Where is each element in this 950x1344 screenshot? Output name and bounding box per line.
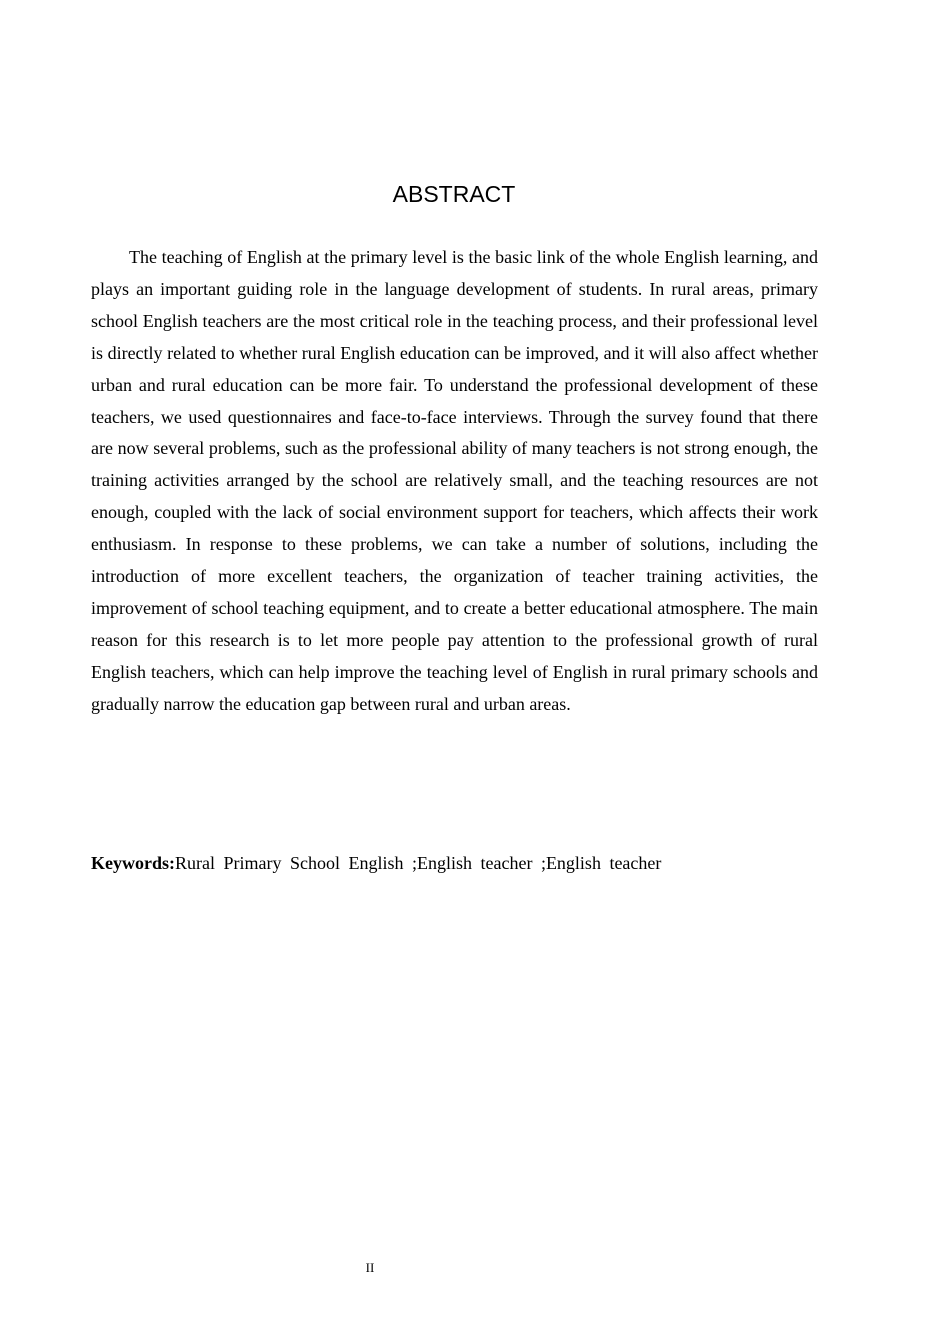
page-number: II	[365, 1260, 375, 1275]
keywords-value: Rural Primary School English ;English teacher ;English teacher	[175, 853, 662, 873]
keywords-label: Keywords:	[91, 853, 175, 873]
abstract-title: ABSTRACT	[392, 181, 516, 207]
keywords-line	[91, 848, 818, 880]
abstract-body: The teaching of English at the primary level is the basic link of the whole English learning, and plays an important guiding role in the language development of students. In rural areas, primary school English teachers are the most critical role in the teaching process, and their professional level is directly related to whether rural English education can be improved, and it will also affect whether urban and rural education can be more fair. To understand the professional development of these teachers, we used questionnaires and face-to-face interviews. Through the survey found that there are now several problems, such as the professional ability of many teachers is not strong enough, the training activities arranged by the school are relatively small, and the teaching resources are not enough, coupled with the lack of social environment support for teachers, which affects their work enthusiasm. In response to these problems, we can take a number of solutions, including the introduction of more excellent teachers, the organization of teacher training activities, the improvement of school teaching equipment, and to create a better educational atmosphere. The main reason for this research is to let more people pay attention to the professional growth of rural English teachers, which can help improve the teaching level of English in rural primary schools and gradually narrow the education gap between rural and urban areas.	[91, 247, 818, 714]
